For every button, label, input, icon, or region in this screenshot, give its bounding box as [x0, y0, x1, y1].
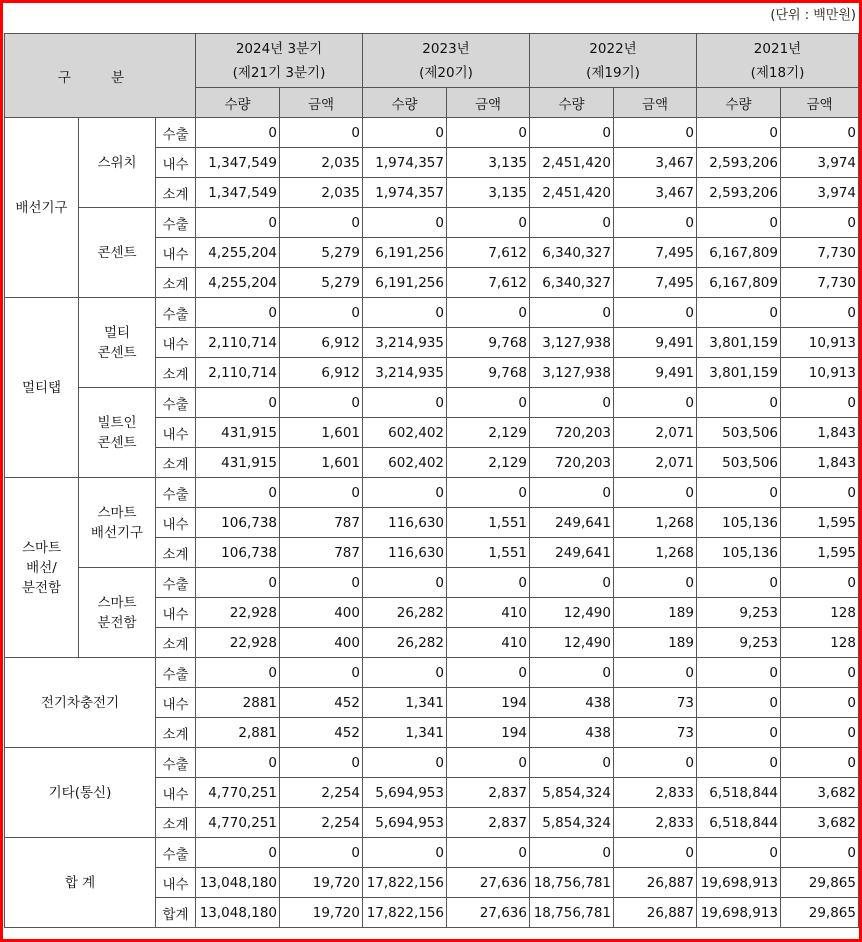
cell-amt: 0: [280, 838, 363, 868]
cell-qty: 6,518,844: [697, 778, 781, 808]
cell-amt: 0: [280, 658, 363, 688]
header-period-2023: 2023년 (제20기): [363, 34, 530, 88]
cell-amt: 1,268: [614, 538, 697, 568]
group-etc: 기타(통신): [5, 748, 156, 838]
cell-qty: 0: [363, 478, 447, 508]
cell-amt: 2,071: [614, 418, 697, 448]
kind-subtotal: 소계: [156, 268, 196, 298]
cell-amt: 29,865: [781, 898, 859, 928]
header-period-2021: 2021년 (제18기): [697, 34, 859, 88]
header-amt: 금액: [447, 88, 530, 118]
cell-amt: 2,254: [280, 778, 363, 808]
cell-amt: 2,035: [280, 148, 363, 178]
cell-amt: 0: [781, 298, 859, 328]
kind-export: 수출: [156, 658, 196, 688]
sub-builtin-concent: 빌트인 콘센트: [79, 388, 156, 478]
kind-export: 수출: [156, 478, 196, 508]
cell-amt: 10,913: [781, 358, 859, 388]
cell-amt: 0: [447, 568, 530, 598]
cell-amt: 3,682: [781, 778, 859, 808]
kind-subtotal: 소계: [156, 538, 196, 568]
header-period-2024q3: 2024년 3분기 (제21기 3분기): [196, 34, 363, 88]
cell-qty: 0: [363, 298, 447, 328]
cell-amt: 0: [781, 688, 859, 718]
unit-note: (단위 : 백만원): [770, 8, 856, 23]
cell-amt: 1,268: [614, 508, 697, 538]
cell-amt: 0: [280, 748, 363, 778]
cell-qty: 0: [363, 748, 447, 778]
group-multitap: 멀티탭: [5, 298, 79, 478]
cell-amt: 410: [447, 598, 530, 628]
cell-qty: 0: [530, 658, 614, 688]
cell-qty: 6,191,256: [363, 238, 447, 268]
cell-amt: 0: [280, 208, 363, 238]
sub-smart-panel: 스마트 분전함: [79, 568, 156, 658]
cell-qty: 106,738: [196, 508, 280, 538]
cell-qty: 0: [697, 388, 781, 418]
kind-subtotal: 소계: [156, 628, 196, 658]
cell-qty: 105,136: [697, 538, 781, 568]
cell-qty: 0: [196, 208, 280, 238]
cell-amt: 0: [447, 388, 530, 418]
cell-qty: 0: [363, 838, 447, 868]
cell-qty: 9,253: [697, 628, 781, 658]
cell-qty: 105,136: [697, 508, 781, 538]
cell-qty: 19,698,913: [697, 898, 781, 928]
cell-amt: 128: [781, 628, 859, 658]
cell-qty: 3,214,935: [363, 358, 447, 388]
cell-qty: 12,490: [530, 598, 614, 628]
sub-concent: 콘센트: [79, 208, 156, 298]
cell-amt: 787: [280, 538, 363, 568]
cell-amt: 1,551: [447, 538, 530, 568]
sub-switch: 스위치: [79, 118, 156, 208]
cell-amt: 26,887: [614, 868, 697, 898]
kind-subtotal: 소계: [156, 718, 196, 748]
cell-qty: 0: [697, 478, 781, 508]
cell-qty: 0: [697, 658, 781, 688]
cell-qty: 0: [530, 478, 614, 508]
cell-qty: 2881: [196, 688, 280, 718]
cell-amt: 1,843: [781, 418, 859, 448]
header-qty: 수량: [196, 88, 280, 118]
cell-qty: 6,167,809: [697, 238, 781, 268]
group-ev-charger: 전기차충전기: [5, 658, 156, 748]
cell-qty: 0: [363, 388, 447, 418]
cell-amt: 0: [614, 298, 697, 328]
cell-qty: 1,341: [363, 688, 447, 718]
cell-qty: 0: [530, 298, 614, 328]
cell-amt: 1,843: [781, 448, 859, 478]
header-amt: 금액: [614, 88, 697, 118]
cell-amt: 3,467: [614, 178, 697, 208]
kind-total: 합계: [156, 898, 196, 928]
kind-domestic: 내수: [156, 868, 196, 898]
cell-qty: 116,630: [363, 508, 447, 538]
cell-qty: 9,253: [697, 598, 781, 628]
cell-amt: 7,612: [447, 268, 530, 298]
cell-amt: 0: [447, 208, 530, 238]
cell-qty: 431,915: [196, 448, 280, 478]
cell-amt: 189: [614, 598, 697, 628]
cell-qty: 0: [697, 118, 781, 148]
cell-amt: 26,887: [614, 898, 697, 928]
cell-amt: 19,720: [280, 868, 363, 898]
cell-amt: 0: [447, 478, 530, 508]
cell-amt: 0: [781, 478, 859, 508]
cell-amt: 3,974: [781, 148, 859, 178]
cell-qty: 602,402: [363, 418, 447, 448]
cell-qty: 6,191,256: [363, 268, 447, 298]
cell-amt: 0: [781, 118, 859, 148]
cell-qty: 1,347,549: [196, 178, 280, 208]
kind-export: 수출: [156, 748, 196, 778]
header-amt: 금액: [280, 88, 363, 118]
cell-amt: 3,682: [781, 808, 859, 838]
cell-qty: 2,451,420: [530, 148, 614, 178]
cell-qty: 18,756,781: [530, 898, 614, 928]
kind-subtotal: 소계: [156, 808, 196, 838]
kind-subtotal: 소계: [156, 448, 196, 478]
cell-amt: 787: [280, 508, 363, 538]
cell-amt: 0: [280, 298, 363, 328]
cell-amt: 3,135: [447, 148, 530, 178]
cell-qty: 438: [530, 688, 614, 718]
cell-qty: 3,801,159: [697, 358, 781, 388]
cell-amt: 0: [614, 748, 697, 778]
cell-qty: 17,822,156: [363, 868, 447, 898]
cell-amt: 0: [781, 208, 859, 238]
cell-qty: 0: [697, 718, 781, 748]
cell-amt: 0: [614, 568, 697, 598]
cell-amt: 7,730: [781, 268, 859, 298]
cell-qty: 2,593,206: [697, 148, 781, 178]
cell-qty: 22,928: [196, 598, 280, 628]
cell-qty: 17,822,156: [363, 898, 447, 928]
cell-qty: 26,282: [363, 598, 447, 628]
cell-amt: 0: [781, 748, 859, 778]
cell-amt: 0: [781, 568, 859, 598]
cell-amt: 0: [614, 658, 697, 688]
kind-export: 수출: [156, 118, 196, 148]
sub-smart-wiring: 스마트 배선기구: [79, 478, 156, 568]
cell-qty: 5,694,953: [363, 778, 447, 808]
cell-qty: 6,340,327: [530, 268, 614, 298]
kind-export: 수출: [156, 388, 196, 418]
cell-amt: 27,636: [447, 898, 530, 928]
cell-amt: 2,833: [614, 808, 697, 838]
cell-amt: 0: [614, 118, 697, 148]
cell-amt: 2,254: [280, 808, 363, 838]
cell-qty: 503,506: [697, 448, 781, 478]
kind-domestic: 내수: [156, 508, 196, 538]
cell-qty: 4,255,204: [196, 268, 280, 298]
cell-qty: 18,756,781: [530, 868, 614, 898]
cell-amt: 1,601: [280, 418, 363, 448]
cell-amt: 2,129: [447, 448, 530, 478]
cell-amt: 0: [447, 748, 530, 778]
kind-domestic: 내수: [156, 688, 196, 718]
cell-amt: 0: [280, 118, 363, 148]
kind-export: 수출: [156, 568, 196, 598]
group-smart: 스마트 배선/ 분전함: [5, 478, 79, 658]
cell-amt: 29,865: [781, 868, 859, 898]
cell-amt: 7,612: [447, 238, 530, 268]
cell-amt: 1,551: [447, 508, 530, 538]
cell-qty: 0: [196, 298, 280, 328]
kind-export: 수출: [156, 298, 196, 328]
cell-qty: 4,255,204: [196, 238, 280, 268]
cell-qty: 22,928: [196, 628, 280, 658]
cell-qty: 0: [363, 658, 447, 688]
cell-amt: 10,913: [781, 328, 859, 358]
cell-amt: 1,601: [280, 448, 363, 478]
cell-qty: 26,282: [363, 628, 447, 658]
cell-amt: 9,491: [614, 328, 697, 358]
kind-domestic: 내수: [156, 328, 196, 358]
cell-qty: 0: [697, 208, 781, 238]
cell-amt: 73: [614, 718, 697, 748]
cell-qty: 5,694,953: [363, 808, 447, 838]
cell-qty: 0: [530, 568, 614, 598]
cell-amt: 128: [781, 598, 859, 628]
cell-amt: 2,833: [614, 778, 697, 808]
cell-amt: 3,974: [781, 178, 859, 208]
cell-qty: 720,203: [530, 448, 614, 478]
cell-amt: 410: [447, 628, 530, 658]
cell-qty: 13,048,180: [196, 898, 280, 928]
cell-qty: 0: [196, 568, 280, 598]
cell-qty: 0: [530, 388, 614, 418]
cell-qty: 116,630: [363, 538, 447, 568]
cell-amt: 3,467: [614, 148, 697, 178]
cell-amt: 7,730: [781, 238, 859, 268]
header-qty: 수량: [363, 88, 447, 118]
cell-qty: 5,854,324: [530, 778, 614, 808]
cell-amt: 0: [447, 658, 530, 688]
kind-subtotal: 소계: [156, 178, 196, 208]
cell-qty: 1,974,357: [363, 148, 447, 178]
cell-amt: 1,595: [781, 508, 859, 538]
cell-amt: 0: [781, 838, 859, 868]
group-baeseon: 배선기구: [5, 118, 79, 298]
cell-amt: 6,912: [280, 358, 363, 388]
cell-qty: 0: [697, 688, 781, 718]
header-qty: 수량: [530, 88, 614, 118]
cell-qty: 13,048,180: [196, 868, 280, 898]
cell-amt: 0: [447, 118, 530, 148]
cell-amt: 189: [614, 628, 697, 658]
cell-qty: 2,110,714: [196, 358, 280, 388]
cell-amt: 400: [280, 598, 363, 628]
cell-qty: 6,167,809: [697, 268, 781, 298]
cell-amt: 5,279: [280, 268, 363, 298]
cell-amt: 452: [280, 688, 363, 718]
header-period-2022: 2022년 (제19기): [530, 34, 697, 88]
cell-qty: 1,341: [363, 718, 447, 748]
cell-amt: 3,135: [447, 178, 530, 208]
cell-qty: 0: [363, 208, 447, 238]
cell-qty: 431,915: [196, 418, 280, 448]
header-qty: 수량: [697, 88, 781, 118]
cell-qty: 0: [530, 838, 614, 868]
cell-qty: 0: [196, 118, 280, 148]
cell-qty: 2,110,714: [196, 328, 280, 358]
cell-amt: 7,495: [614, 238, 697, 268]
group-total: 합 계: [5, 838, 156, 928]
cell-amt: 1,595: [781, 538, 859, 568]
cell-qty: 0: [196, 748, 280, 778]
cell-qty: 0: [697, 298, 781, 328]
sales-table: [4, 33, 859, 928]
cell-amt: 6,912: [280, 328, 363, 358]
cell-qty: 3,127,938: [530, 358, 614, 388]
cell-qty: 0: [196, 388, 280, 418]
cell-amt: 194: [447, 718, 530, 748]
cell-qty: 438: [530, 718, 614, 748]
cell-qty: 0: [196, 838, 280, 868]
cell-amt: 452: [280, 718, 363, 748]
cell-amt: 0: [781, 658, 859, 688]
cell-qty: 249,641: [530, 508, 614, 538]
cell-amt: 5,279: [280, 238, 363, 268]
kind-domestic: 내수: [156, 148, 196, 178]
cell-qty: 4,770,251: [196, 808, 280, 838]
cell-qty: 5,854,324: [530, 808, 614, 838]
cell-amt: 2,071: [614, 448, 697, 478]
kind-subtotal: 소계: [156, 358, 196, 388]
cell-qty: 6,340,327: [530, 238, 614, 268]
cell-qty: 249,641: [530, 538, 614, 568]
cell-amt: 0: [280, 568, 363, 598]
cell-amt: 2,837: [447, 808, 530, 838]
kind-domestic: 내수: [156, 778, 196, 808]
cell-qty: 0: [697, 838, 781, 868]
cell-qty: 3,214,935: [363, 328, 447, 358]
cell-qty: 0: [530, 118, 614, 148]
sub-multi-concent: 멀티 콘센트: [79, 298, 156, 388]
cell-amt: 0: [614, 388, 697, 418]
cell-amt: 0: [781, 718, 859, 748]
cell-qty: 0: [697, 748, 781, 778]
cell-amt: 9,768: [447, 358, 530, 388]
cell-amt: 19,720: [280, 898, 363, 928]
cell-qty: 0: [530, 748, 614, 778]
cell-amt: 7,495: [614, 268, 697, 298]
cell-amt: 2,035: [280, 178, 363, 208]
kind-export: 수출: [156, 208, 196, 238]
cell-qty: 0: [363, 568, 447, 598]
cell-qty: 106,738: [196, 538, 280, 568]
cell-amt: 73: [614, 688, 697, 718]
cell-amt: 9,768: [447, 328, 530, 358]
cell-qty: 0: [530, 208, 614, 238]
cell-amt: 0: [614, 838, 697, 868]
cell-qty: 1,347,549: [196, 148, 280, 178]
cell-amt: 2,129: [447, 418, 530, 448]
cell-amt: 400: [280, 628, 363, 658]
cell-amt: 0: [447, 298, 530, 328]
cell-qty: 19,698,913: [697, 868, 781, 898]
cell-amt: 194: [447, 688, 530, 718]
cell-amt: 0: [614, 478, 697, 508]
cell-qty: 6,518,844: [697, 808, 781, 838]
cell-amt: 0: [280, 478, 363, 508]
kind-domestic: 내수: [156, 598, 196, 628]
header-amt: 금액: [781, 88, 859, 118]
cell-qty: 602,402: [363, 448, 447, 478]
cell-qty: 0: [697, 568, 781, 598]
cell-qty: 720,203: [530, 418, 614, 448]
cell-qty: 0: [196, 478, 280, 508]
cell-amt: 0: [280, 388, 363, 418]
cell-amt: 27,636: [447, 868, 530, 898]
kind-domestic: 내수: [156, 418, 196, 448]
cell-qty: 0: [196, 658, 280, 688]
kind-domestic: 내수: [156, 238, 196, 268]
cell-amt: 2,837: [447, 778, 530, 808]
cell-qty: 0: [363, 118, 447, 148]
cell-amt: 0: [781, 388, 859, 418]
header-gubun: 구 분: [5, 34, 196, 118]
cell-qty: 2,451,420: [530, 178, 614, 208]
cell-qty: 3,127,938: [530, 328, 614, 358]
cell-qty: 12,490: [530, 628, 614, 658]
cell-amt: 0: [614, 208, 697, 238]
cell-qty: 503,506: [697, 418, 781, 448]
cell-qty: 3,801,159: [697, 328, 781, 358]
cell-qty: 2,593,206: [697, 178, 781, 208]
cell-qty: 2,881: [196, 718, 280, 748]
cell-amt: 9,491: [614, 358, 697, 388]
cell-qty: 1,974,357: [363, 178, 447, 208]
cell-qty: 4,770,251: [196, 778, 280, 808]
kind-export: 수출: [156, 838, 196, 868]
cell-amt: 0: [447, 838, 530, 868]
